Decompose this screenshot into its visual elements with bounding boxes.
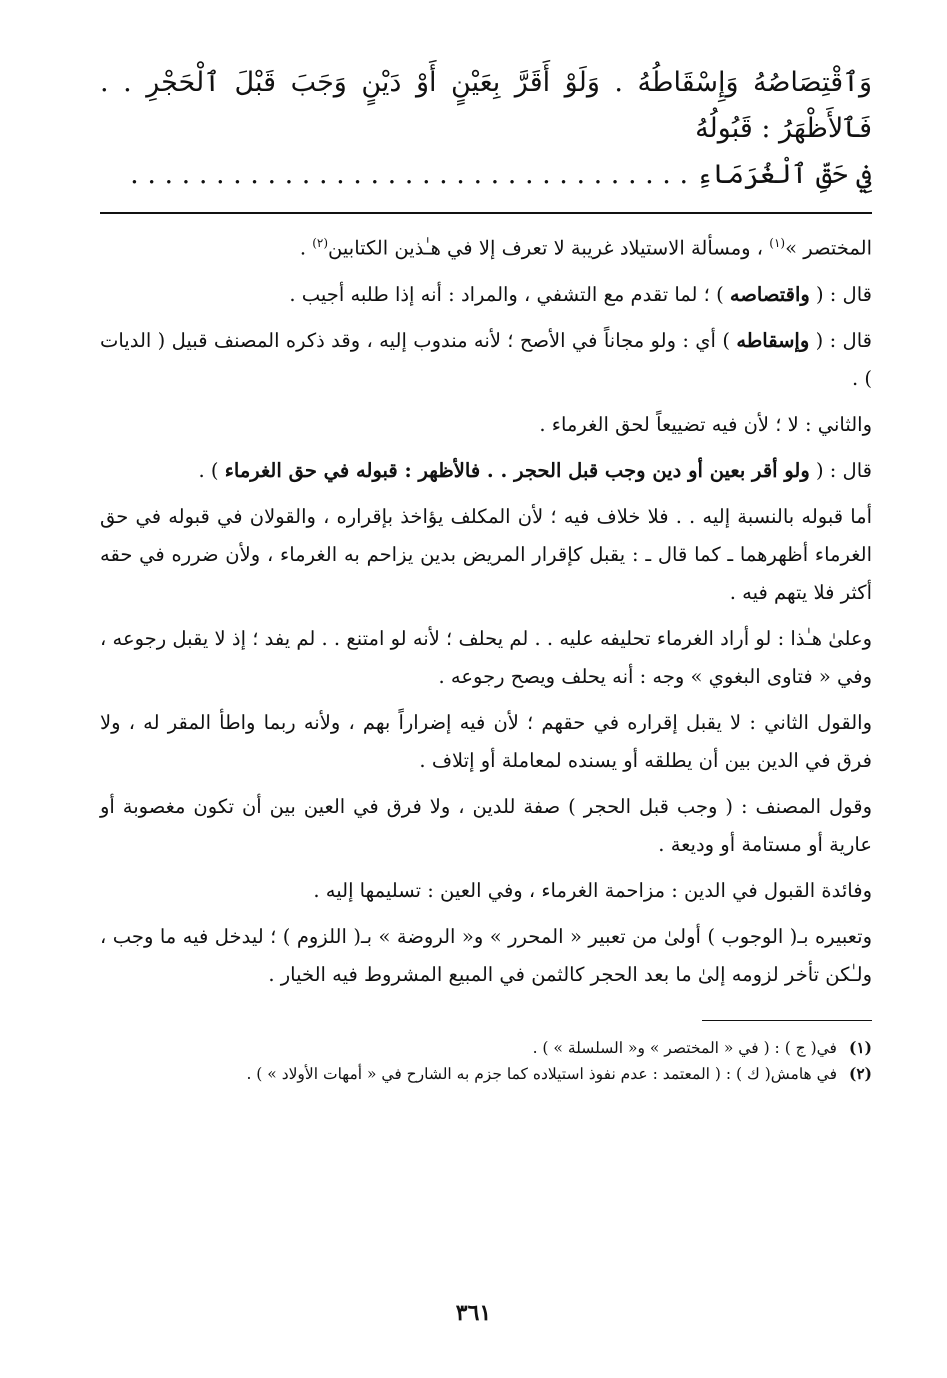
text-run: ) أي : ولو مجاناً في الأصح ؛ لأنه مندوب إليه ، وقد ذكره المصنف قبيل ( الديات ) .: [100, 328, 872, 390]
text-run: المختصر »: [785, 236, 872, 260]
quoted-matn: واقتصاصه: [729, 282, 810, 306]
matn-block: [100, 60, 872, 198]
quoted-matn: وإسقاطه: [736, 328, 810, 352]
footnote-text: في( ج ) : ( في « المختصر » و« السلسلة » ) .: [532, 1038, 837, 1057]
text-run: ) ؛ لما تقدم مع التشفي ، والمراد : أنه إذا طلبه أجيب .: [289, 282, 730, 306]
commentary-block: [100, 224, 872, 994]
matn-separator: [100, 212, 872, 214]
footnote-ref-2: (٢): [312, 236, 329, 250]
commentary-paragraph-3: [100, 322, 872, 398]
matn-dots: . . . . . . . . . . . . . . . . . . . . . . . . . . . . . . . .: [130, 159, 671, 190]
commentary-paragraph-7: وعلىٰ هـٰذا : لو أراد الغرماء تحليفه عليه . . لم يحلف ؛ لأنه لو امتنع . . لم يفد ؛ إذ لا يقبل رجوعه ، وفي « فتاوى البغوي » وجه : أنه يحلف ويصح رجوعه .: [100, 626, 872, 688]
quoted-matn: ولو أقر بعين أو دين وجب قبل الحجر . . فالأظهر : قبوله في حق الغرماء: [224, 458, 810, 482]
commentary-paragraph-5: [100, 452, 872, 490]
commentary-paragraph-4: والثاني : لا ؛ لأن فيه تضييعاً لحق الغرماء .: [539, 412, 872, 436]
page-body: [100, 60, 872, 1087]
footnote-number: (٢): [848, 1063, 872, 1083]
page-number: ٣٦١: [455, 1300, 492, 1326]
commentary-paragraph-8: والقول الثاني : لا يقبل إقراره في حقهم ؛ لأن فيه إضراراً بهم ، ولأنه ربما واطأ المقر له ، ولا فرق في الدين بين أن يطلقه أو يسنده لمعاملة أو إتلاف .: [100, 710, 872, 772]
matn-line-2: [100, 152, 872, 198]
footnote-2: [100, 1061, 872, 1087]
text-run: ) .: [198, 458, 225, 482]
text-run: قال : (: [809, 282, 872, 306]
matn-line-2-text: فِي حَقِّ ٱلْغُرَمَاءِ .: [679, 159, 872, 190]
footnote-1: [100, 1035, 872, 1061]
commentary-paragraph-6: أما قبوله بالنسبة إليه . . فلا خلاف فيه ؛ لأن المكلف يؤاخذ بإقراره ، والقولان في قبوله في حق الغرماء أظهرهما ـ كما قال ـ : يقبل كإقرار المريض بدين يزاحم به الغرماء ، ولأن ضرره في حقه أكثر فلا يتهم فيه .: [100, 504, 872, 604]
commentary-paragraph-10: وفائدة القبول في الدين : مزاحمة الغرماء ، وفي العين : تسليمها إليه .: [313, 878, 872, 902]
text-run: قال : (: [809, 458, 872, 482]
commentary-paragraph-2: [100, 276, 872, 314]
commentary-paragraph-9: وقول المصنف : ( وجب قبل الحجر ) صفة للدين ، ولا فرق في العين بين أن تكون مغصوبة أو عارية أو مستامة أو وديعة .: [100, 794, 872, 856]
commentary-paragraph-1: [100, 224, 872, 268]
text-run: ، ومسألة الاستيلاد غريبة لا تعرف إلا في هـٰذين الكتابين: [328, 236, 770, 260]
footnotes: [100, 1035, 872, 1087]
commentary-paragraph-11: وتعبيره بـ( الوجوب ) أولىٰ من تعبير « المحرر » و« الروضة » بـ( اللزوم ) ؛ ليدخل فيه ما وجب ، ولـٰكن تأخر لزومه إلىٰ ما بعد الحجر كالثمن في المبيع المشروط فيه الخيار .: [100, 924, 872, 986]
footnote-text: في هامش( ك ) : ( المعتمد : عدم نفوذ استيلاده كما جزم به الشارح في « أمهات الأولاد » ) .: [246, 1064, 837, 1083]
footnote-number: (١): [848, 1037, 872, 1057]
text-run: قال : (: [809, 328, 872, 352]
footnote-separator: [702, 1020, 872, 1021]
text-run: .: [299, 236, 313, 260]
matn-line-1: وَٱقْتِصَاصُهُ وَإِسْقَاطُهُ . وَلَوْ أَقَرَّ بِعَيْنٍ أَوْ دَيْنٍ وَجَبَ قَبْلَ ٱلْحَجْرِ . . فَٱلأَظْهَرُ : قَبُولُهُ: [100, 67, 872, 144]
footnote-ref-1: (١): [769, 236, 786, 250]
